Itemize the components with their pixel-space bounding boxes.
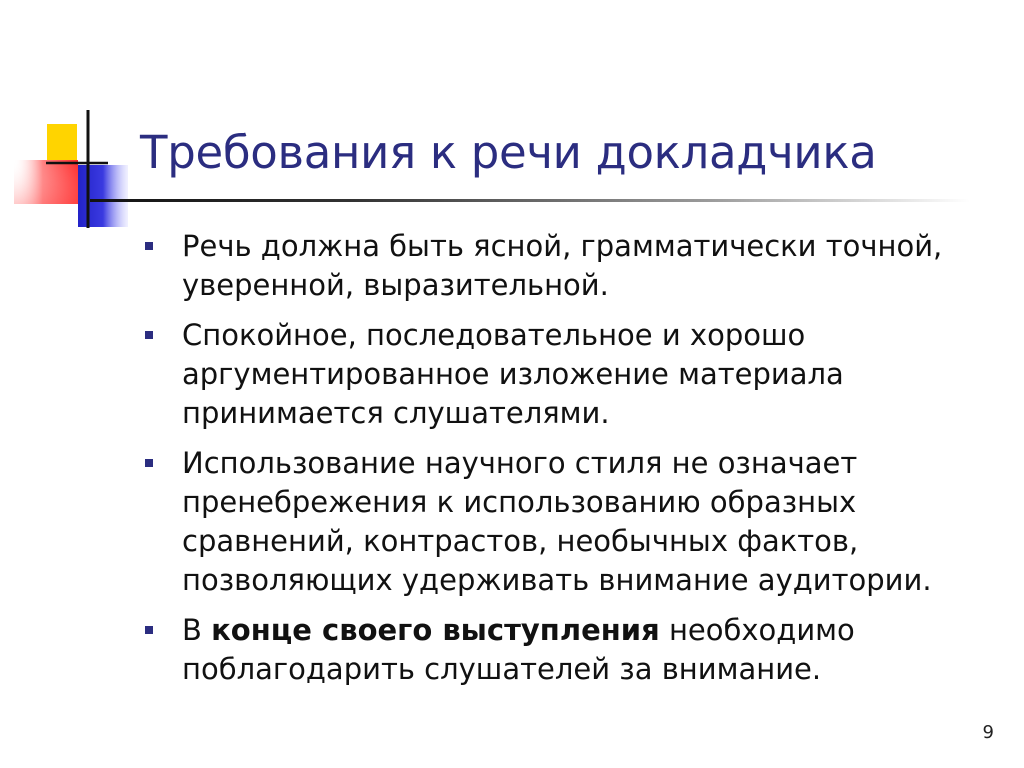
- bullet-text-suffix: необходимо поблагодарить слушателей за внимание.: [182, 613, 855, 686]
- bullet-item: [145, 227, 985, 305]
- bullet-item: [145, 444, 985, 600]
- slide-number: 9: [982, 722, 994, 743]
- decorative-squares-icon: [0, 0, 160, 240]
- title-divider: [90, 199, 970, 202]
- slide-title: Требования к речи докладчика: [140, 126, 877, 179]
- bullet-text-prefix: В: [182, 613, 212, 647]
- bullet-text: Речь должна быть ясной, грамматически точной, уверенной, выразительной.: [182, 229, 943, 302]
- bullet-item: [145, 316, 985, 433]
- square-bullet-icon: [145, 331, 153, 339]
- square-bullet-icon: [145, 459, 153, 467]
- bullet-text: Использование научного стиля не означает пренебрежения к использованию образных сравнений, контрастов, необычных фактов, позволяющих удерживать внимание аудитории.: [182, 446, 932, 597]
- bullet-list: [145, 227, 985, 700]
- bullet-text-bold: конце своего выступления: [211, 613, 660, 647]
- square-bullet-icon: [145, 626, 153, 634]
- square-bullet-icon: [145, 242, 153, 250]
- bullet-item: [145, 611, 985, 689]
- bullet-text: Спокойное, последовательное и хорошо аргументированное изложение материала принимается слушателями.: [182, 318, 844, 430]
- bullet-text: [182, 611, 985, 689]
